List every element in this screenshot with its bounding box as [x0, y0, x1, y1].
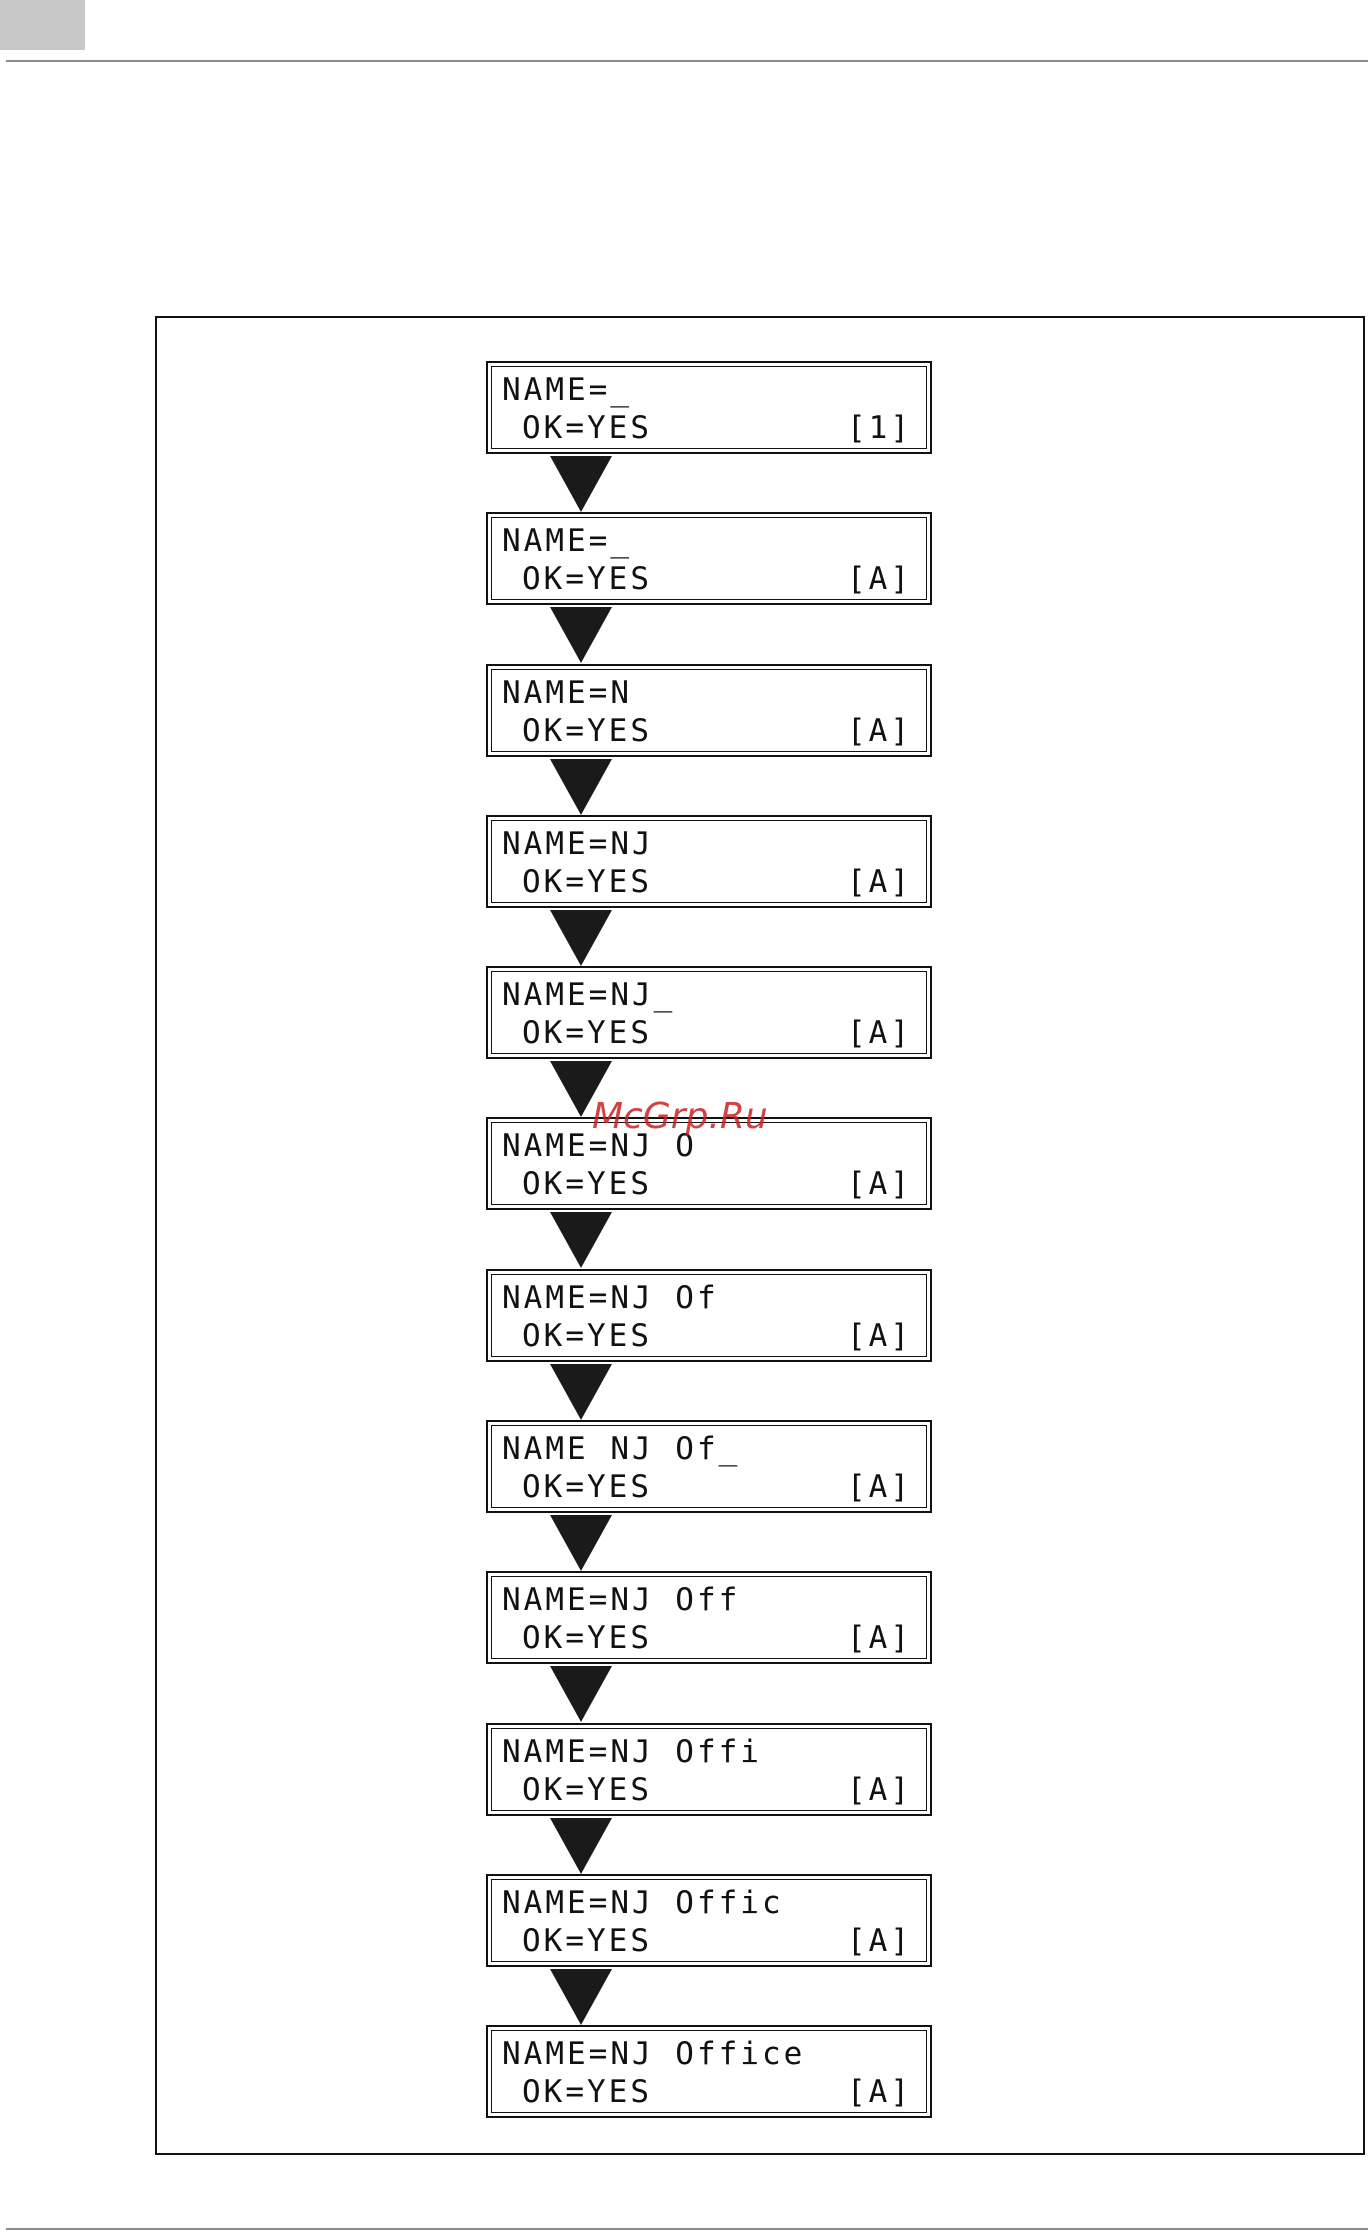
- lcd-line-ok: OK=YES: [522, 863, 652, 900]
- lcd-sequence: [486, 361, 932, 2177]
- lcd-line-name: NAME=NJ Offi: [502, 1733, 762, 1770]
- lcd-input-mode: [A]: [847, 1166, 912, 1203]
- lcd-step: [486, 1269, 932, 1420]
- lcd-input-mode: [A]: [847, 712, 912, 749]
- lcd-display-inner: [491, 517, 927, 600]
- lcd-line-name: NAME=NJ Offic: [502, 1884, 784, 1921]
- lcd-step: [486, 815, 932, 966]
- lcd-display-inner: [491, 366, 927, 449]
- lcd-line-name: NAME=_: [502, 372, 632, 408]
- down-arrow-icon: [550, 1818, 612, 1874]
- down-arrow-icon: [550, 910, 612, 966]
- lcd-line-ok: OK=YES: [522, 1620, 652, 1657]
- lcd-display-inner: [491, 669, 927, 752]
- down-arrow-icon: [550, 607, 612, 663]
- lcd-display: [486, 1420, 932, 1513]
- down-arrow-icon: [550, 1515, 612, 1571]
- lcd-line-ok: OK=YES: [522, 410, 652, 446]
- lcd-line-ok: OK=YES: [522, 561, 652, 598]
- lcd-line-name: NAME=NJ: [502, 825, 654, 862]
- down-arrow-icon: [550, 1212, 612, 1268]
- lcd-step: [486, 1420, 932, 1571]
- lcd-step: [486, 1117, 932, 1268]
- lcd-input-mode: [A]: [847, 1620, 912, 1657]
- lcd-step: [486, 1723, 932, 1874]
- down-arrow-icon: [550, 759, 612, 815]
- lcd-display: [486, 1571, 932, 1664]
- lcd-display: [486, 512, 932, 605]
- lcd-line-name: NAME NJ Of_: [502, 1431, 741, 1468]
- lcd-display-inner: [491, 2030, 927, 2113]
- lcd-input-mode: [1]: [847, 410, 912, 446]
- lcd-display-inner: [491, 971, 927, 1054]
- lcd-display: [486, 815, 932, 908]
- lcd-input-mode: [A]: [847, 863, 912, 900]
- lcd-input-mode: [A]: [847, 1015, 912, 1052]
- lcd-line-name: NAME=_: [502, 523, 632, 560]
- lcd-display: [486, 664, 932, 757]
- lcd-line-ok: OK=YES: [522, 1922, 652, 1959]
- lcd-line-ok: OK=YES: [522, 2074, 652, 2111]
- lcd-line-ok: OK=YES: [522, 1317, 652, 1354]
- lcd-step: [486, 966, 932, 1117]
- lcd-input-mode: [A]: [847, 1469, 912, 1506]
- lcd-display-inner: [491, 820, 927, 903]
- lcd-line-ok: OK=YES: [522, 1469, 652, 1506]
- lcd-line-name: NAME=NJ Office: [502, 2036, 806, 2073]
- lcd-display: [486, 2025, 932, 2118]
- lcd-step: [486, 1874, 932, 2025]
- lcd-input-mode: [A]: [847, 1771, 912, 1808]
- down-arrow-icon: [550, 1364, 612, 1420]
- down-arrow-icon: [550, 1969, 612, 2025]
- lcd-line-name: NAME=NJ Off: [502, 1582, 741, 1619]
- lcd-input-mode: [A]: [847, 1317, 912, 1354]
- page-corner-tab: [0, 0, 85, 50]
- header-rule: [6, 60, 1368, 62]
- lcd-line-name: NAME=N: [502, 674, 632, 711]
- lcd-line-name: NAME=NJ O: [502, 1128, 697, 1165]
- down-arrow-icon: [550, 456, 612, 512]
- lcd-line-ok: OK=YES: [522, 1015, 652, 1052]
- lcd-display: [486, 1874, 932, 1967]
- lcd-step: [486, 361, 932, 512]
- lcd-line-name: NAME=NJ Of: [502, 1279, 719, 1316]
- lcd-display: [486, 1269, 932, 1362]
- lcd-display-inner: [491, 1879, 927, 1962]
- lcd-line-ok: OK=YES: [522, 1166, 652, 1203]
- lcd-display: [486, 966, 932, 1059]
- footer-rule: [6, 2228, 1368, 2230]
- lcd-display-inner: [491, 1425, 927, 1508]
- lcd-input-mode: [A]: [847, 2074, 912, 2111]
- lcd-display-inner: [491, 1728, 927, 1811]
- lcd-step: [486, 512, 932, 663]
- lcd-line-ok: OK=YES: [522, 1771, 652, 1808]
- lcd-display: [486, 361, 932, 454]
- lcd-step: [486, 2025, 932, 2176]
- lcd-input-mode: [A]: [847, 1922, 912, 1959]
- lcd-step: [486, 664, 932, 815]
- down-arrow-icon: [550, 1666, 612, 1722]
- lcd-display-inner: [491, 1274, 927, 1357]
- lcd-input-mode: [A]: [847, 561, 912, 598]
- lcd-step: [486, 1571, 932, 1722]
- lcd-line-name: NAME=NJ_: [502, 977, 676, 1014]
- lcd-display: [486, 1723, 932, 1816]
- watermark-text: McGrp.Ru: [592, 1096, 768, 1137]
- lcd-display-inner: [491, 1576, 927, 1659]
- lcd-line-ok: OK=YES: [522, 712, 652, 749]
